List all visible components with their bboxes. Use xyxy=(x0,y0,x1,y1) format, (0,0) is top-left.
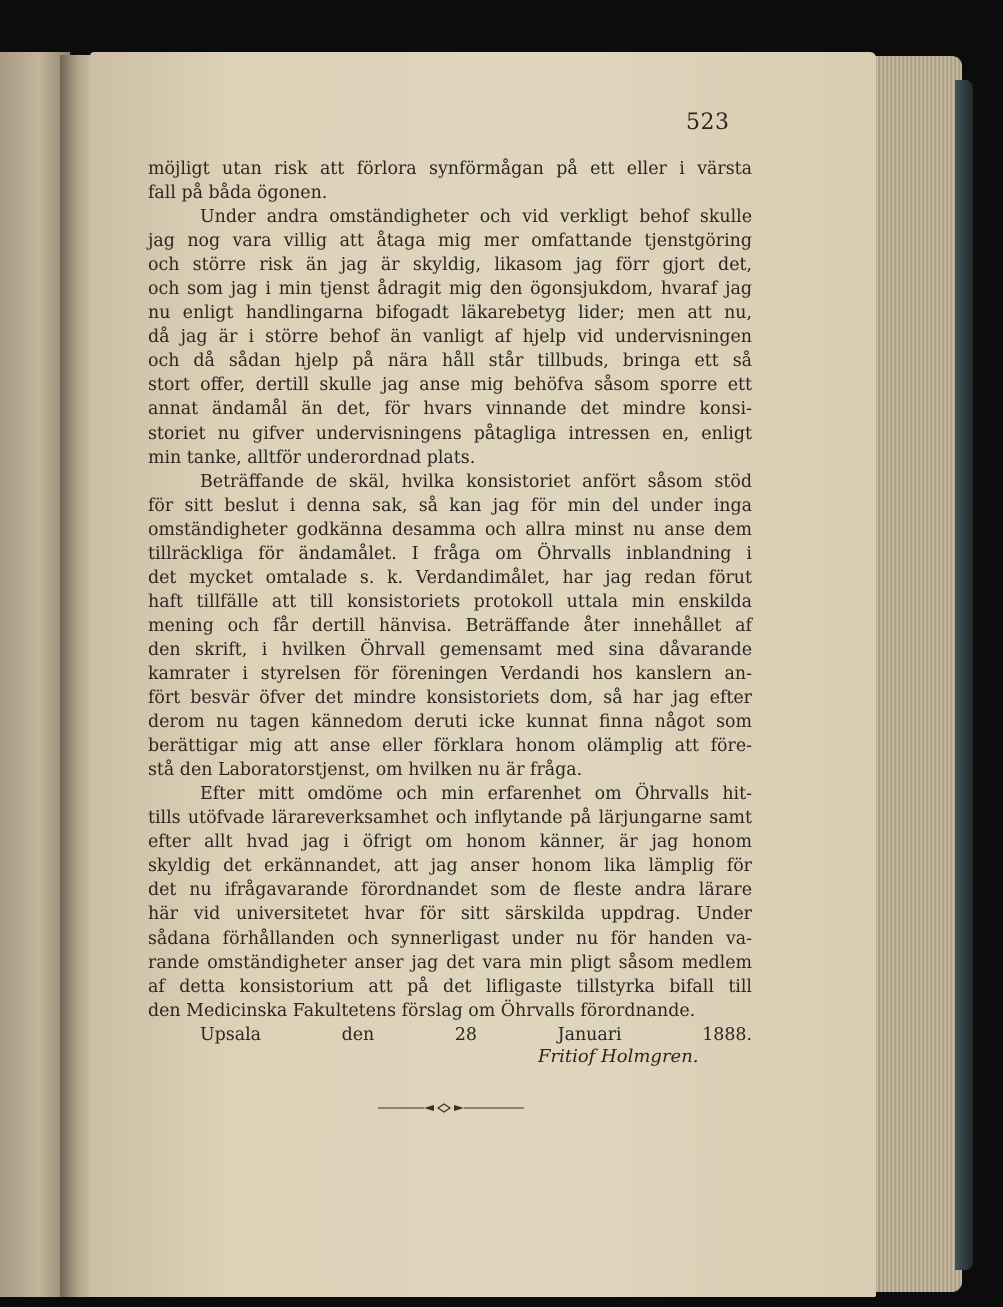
text-line: sådana förhållanden och synnerligast under nu för handen va- xyxy=(148,928,752,949)
text-line: af detta konsistorium att på det lifligaste tillstyrka bifall till xyxy=(148,976,752,997)
text-line: det nu ifrågavarande förordnandet som de fleste andra lärare xyxy=(148,880,752,901)
signature: Fritiof Holmgren. xyxy=(538,1046,699,1067)
book-cover-edge xyxy=(955,80,973,1270)
text-line: storiet nu gifver undervisningens påtagliga intressen en, enligt xyxy=(148,423,752,444)
text-line: och då sådan hjelp på nära håll står tillbuds, bringa ett så xyxy=(148,351,752,372)
text-line: möjligt utan risk att förlora synförmågan på ett eller i värsta xyxy=(148,159,752,179)
text-line: berättigar mig att anse eller förklara honom olämplig att före- xyxy=(148,736,752,757)
text-line: jag nog vara villig att åtaga mig mer omfattande tjenstgöring xyxy=(148,231,752,252)
text-line: fall på båda ögonen. xyxy=(148,183,328,204)
text-line: den Medicinska Fakultetens förslag om Öhrvalls förordnande. xyxy=(148,1000,696,1021)
page-number: 523 xyxy=(686,110,730,135)
text-line: haft tillfälle att till konsistoriets protokoll uttala min enskilda xyxy=(148,591,752,612)
page-stack-edges xyxy=(872,56,962,1292)
text-line: den skrift, i hvilken Öhrvall gemensamt med sina dåvarande xyxy=(148,639,752,660)
text-line: Under andra omständigheter och vid verkligt behof skulle xyxy=(200,207,752,228)
text-line: derom nu tagen kännedom deruti icke kunnat finna något som xyxy=(148,712,752,733)
text-line: stort offer, dertill skulle jag anse mig behöfva såsom sporre ett xyxy=(148,375,752,396)
text-line: tills utöfvade lärareverksamhet och inflytande på lärjungarne samt xyxy=(148,808,752,829)
body-text xyxy=(148,157,752,1047)
text-line: Beträffande de skäl, hvilka konsistoriet anfört såsom stöd xyxy=(200,471,752,492)
text-line: och större risk än jag är skyldig, likasom jag förr gjort det, xyxy=(148,255,752,276)
text-line: omständigheter godkänna desamma och allra minst nu anse dem xyxy=(148,519,752,540)
text-line: och som jag i min tjenst ådragit mig den ögonsjukdom, hvaraf jag xyxy=(148,279,752,300)
text-line: tillräckliga för ändamålet. I fråga om Öhrvalls inblandning i xyxy=(148,543,752,564)
text-line: min tanke, alltför underordnad plats. xyxy=(148,447,476,468)
text-line: stå den Laboratorstjenst, om hvilken nu är fråga. xyxy=(148,760,583,781)
text-line: mening och får dertill hänvisa. Beträffande åter innehållet af xyxy=(148,615,752,636)
text-line: annat ändamål än det, för hvars vinnande det mindre konsi- xyxy=(148,399,752,420)
text-line: Efter mitt omdöme och min erfarenhet om Öhrvalls hit- xyxy=(200,784,752,805)
text-line: efter allt hvad jag i öfrigt om honom känner, är jag honom xyxy=(148,832,752,853)
text-line: för sitt beslut i denna sak, så kan jag för min del under inga xyxy=(148,495,752,516)
text-line: kamrater i styrelsen för föreningen Verdandi hos kanslern an- xyxy=(148,663,752,684)
text-line: här vid universitetet hvar för sitt särskilda uppdrag. Under xyxy=(148,904,752,925)
text-line: rande omständigheter anser jag det vara min pligt såsom medlem xyxy=(148,952,752,973)
text-line: då jag är i större behof än vanligt af hjelp vid undervisningen xyxy=(148,327,752,348)
text-line: fört besvär öfver det mindre konsistoriets dom, så har jag efter xyxy=(148,688,752,709)
ornament-divider xyxy=(374,1100,534,1116)
text-line: det mycket omtalade s. k. Verdandimålet, har jag redan förut xyxy=(148,567,752,588)
text-line: nu enligt handlingarna bifogadt läkarebetyg lider; men att nu, xyxy=(148,303,752,324)
dateline: Upsala den 28 Januari 1888. xyxy=(200,1024,752,1045)
text-line: skyldig det erkännandet, att jag anser honom lika lämplig för xyxy=(148,856,752,877)
